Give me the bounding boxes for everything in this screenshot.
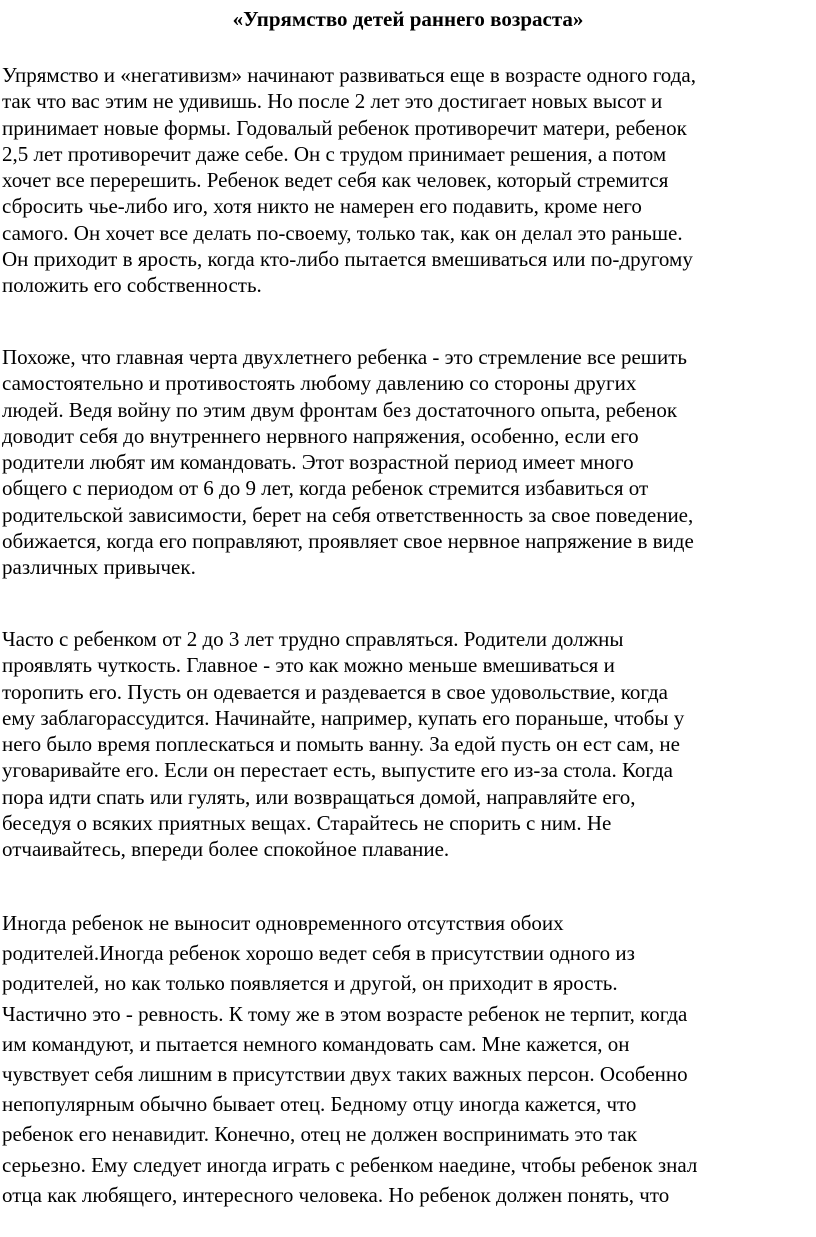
text-line: родители любят им командовать. Этот возрастной период имеет много [2,450,634,475]
text-line: родителей, но как только появляется и другой, он приходит в ярость. [2,971,618,996]
text-line: людей. Ведя войну по этим двум фронтам без достаточного опыта, ребенок [2,397,678,422]
paragraph [2,344,814,581]
text-line: родителей.Иногда ребенок хорошо ведет себя в присутствии одного из [2,941,635,966]
text-line: 2,5 лет противоречит даже себе. Он с трудом принимает решения, а потом [2,141,667,166]
document-title: «Упрямство детей раннего возраста» [232,7,584,31]
text-line: принимает новые формы. Годовалый ребенок противоречит матери, ребенок [2,115,687,140]
text-line: него было время поплескаться и помыть ванну. За едой пусть он ест сам, не [2,732,680,757]
text-line: им командуют, и пытается немного командовать сам. Мне кажется, он [2,1031,630,1056]
text-line: самого. Он хочет все делать по-своему, только так, как он делал это раньше. [2,220,683,245]
text-line: Он приходит в ярость, когда кто-либо пытается вмешиваться или по-другому [2,247,693,272]
text-line: непопулярным обычно бывает отец. Бедному отцу иногда кажется, что [2,1092,637,1117]
text-line: положить его собственность. [2,273,262,298]
text-line: Похоже, что главная черта двухлетнего ребенка - это стремление все решить [2,345,687,369]
text-line: Часто с ребенком от 2 до 3 лет трудно справляться. Родители должны [2,627,624,651]
text-line: серьезно. Ему следует иногда играть с ребенком наедине, чтобы ребенок знал [2,1152,698,1177]
text-line: хочет все перерешить. Ребенок ведет себя как человек, который стремится [2,168,669,193]
text-line: беседуя о всяких приятных вещах. Старайтесь не спорить с ним. Не [2,811,612,836]
text-line: торопить его. Пусть он одевается и раздевается в свое удовольствие, когда [2,679,668,704]
text-line: чувствует себя лишним в присутствии двух таких важных персон. Особенно [2,1062,688,1087]
text-line: сбросить чье-либо иго, хотя никто не намерен его подавить, кроме него [2,194,642,219]
text-line: Частично это - ревность. К тому же в этом возрасте ребенок не терпит, когда [2,1001,688,1026]
text-line: отчаивайтесь, впереди более спокойное плавание. [2,837,450,862]
text-line: ребенок его ненавидит. Конечно, отец не должен воспринимать это так [2,1122,638,1147]
paragraph [2,626,814,863]
text-line: различных привычек. [2,555,196,580]
text-line: проявлять чуткость. Главное - это как можно меньше вмешиваться и [2,653,615,678]
text-line: обижается, когда его поправляют, проявляет свое нервное напряжение в виде [2,529,694,554]
text-line: общего с периодом от 6 до 9 лет, когда ребенок стремится избавиться от [2,476,649,501]
text-line: отца как любящего, интересного человека. Но ребенок должен понять, что [2,1182,670,1207]
text-line: так что вас этим не удивишь. Но после 2 лет это достигает новых высот и [2,89,663,114]
paragraph [2,908,814,1210]
text-line: пора идти спать или гулять, или возвращаться домой, направляйте его, [2,784,636,809]
text-line: ему заблагорассудится. Начинайте, например, купать его пораньше, чтобы у [2,705,685,730]
text-line: самостоятельно и противостоять любому давлению со стороны других [2,371,637,396]
text-line: родительской зависимости, берет на себя ответственность за свое поведение, [2,502,694,527]
paragraph [2,62,814,299]
text-line: доводит себя до внутреннего нервного напряжения, особенно, если его [2,423,639,448]
text-line: Упрямство и «негативизм» начинают развиваться еще в возрасте одного года, [2,63,696,87]
text-line: Иногда ребенок не выносит одновременного отсутствия обоих [2,911,564,935]
text-line: уговаривайте его. Если он перестает есть, выпустите его из-за стола. Когда [2,758,673,783]
